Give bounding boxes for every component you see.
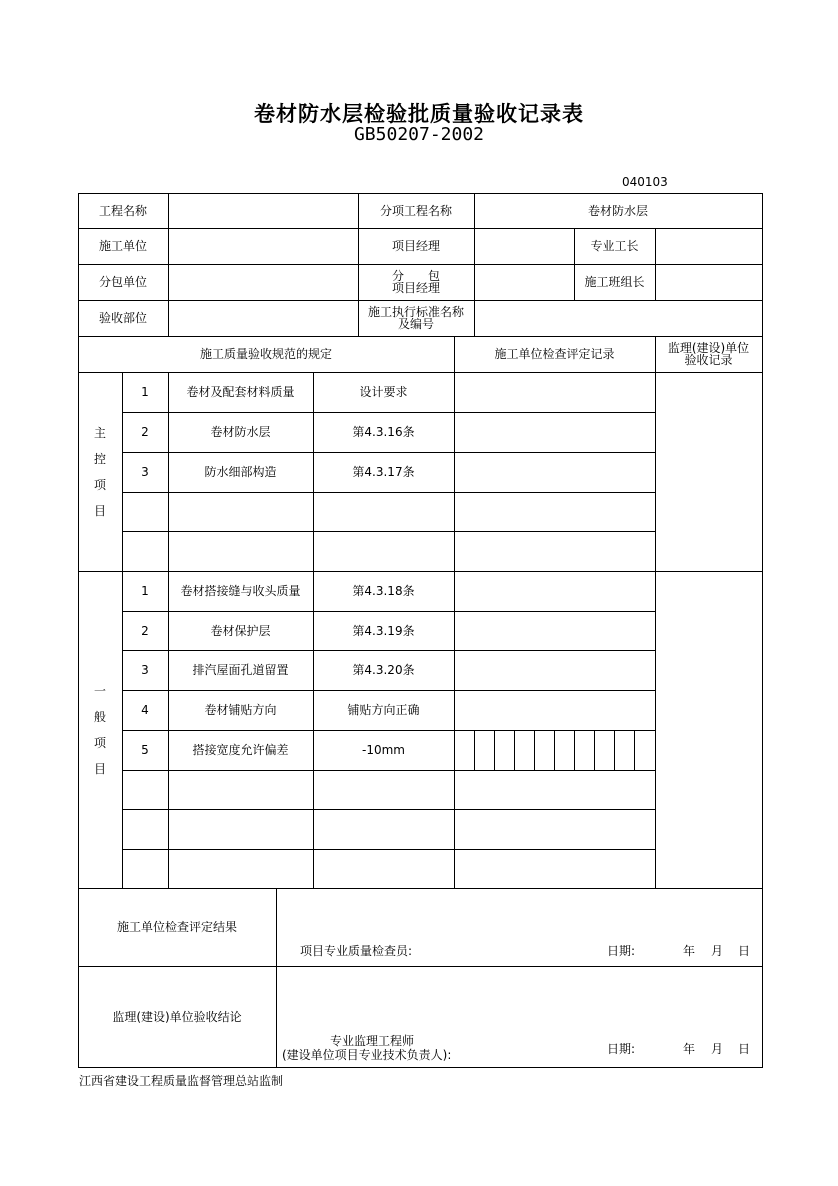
supervision-header — [655, 336, 762, 372]
supervision-header-line1: 监理(建设)单位 — [667, 341, 750, 355]
general-row-requirement: 铺贴方向正确 — [347, 703, 420, 717]
day-label: 日 — [738, 1042, 751, 1056]
standard-code: GB50207-2002 — [353, 124, 485, 145]
project-name-field[interactable] — [168, 193, 358, 228]
general-row-requirement: 第4.3.19条 — [352, 623, 415, 638]
general-row-no: 4 — [141, 703, 149, 717]
main-row-no: 1 — [141, 385, 149, 399]
engineer-label-line2: (建设单位项目专业技术负责人): — [282, 1048, 452, 1062]
general-row-no: 5 — [141, 743, 149, 757]
project-manager-field[interactable] — [474, 228, 574, 264]
main-row-item: 卷材及配套材料质量 — [186, 385, 295, 399]
page-title: 卷材防水层检验批质量验收记录表 — [254, 102, 584, 126]
general-group-char: 般 — [93, 709, 106, 724]
main-items-group-label — [78, 372, 122, 571]
month-label: 月 — [711, 1042, 724, 1056]
project-manager-label: 项目经理 — [391, 239, 440, 253]
date-label: 日期: — [607, 944, 636, 958]
general-supervision-record[interactable] — [655, 571, 762, 888]
main-row-requirement: 第4.3.17条 — [352, 465, 415, 479]
sub-manager-label — [358, 264, 474, 300]
main-row-no: 3 — [141, 465, 149, 479]
general-row-no: 3 — [141, 663, 149, 677]
general-row-item: 排汽屋面孔道留置 — [192, 663, 289, 677]
inspector-label: 项目专业质量检查员: — [300, 944, 413, 958]
engineer-label-line1: 专业监理工程师 — [330, 1034, 415, 1048]
general-row-item: 卷材铺贴方向 — [204, 703, 277, 717]
form-code: 040103 — [622, 175, 668, 189]
construction-result-label: 施工单位检查评定结果 — [116, 920, 237, 934]
main-row-no: 2 — [141, 425, 149, 439]
general-items-group-label — [78, 571, 122, 888]
main-group-char: 项 — [93, 477, 106, 492]
year-label: 年 — [683, 1042, 696, 1056]
main-row-record[interactable] — [454, 452, 655, 492]
general-row-item: 搭接宽度允许偏差 — [192, 743, 289, 757]
date-label: 日期: — [607, 1042, 636, 1056]
year-label: 年 — [683, 944, 696, 958]
main-row-record[interactable] — [454, 372, 655, 412]
general-row-requirement: 第4.3.20条 — [352, 663, 415, 677]
standard-name-field[interactable] — [474, 300, 762, 336]
general-row-no: 1 — [141, 584, 149, 598]
general-row-no: 2 — [141, 623, 149, 638]
sub-manager-label-line1: 分 包 — [391, 269, 440, 283]
sub-project-value[interactable]: 卷材防水层 — [587, 203, 648, 218]
general-group-char: 目 — [93, 761, 106, 776]
foreman-field[interactable] — [655, 228, 762, 264]
check-record-header: 施工单位检查评定记录 — [494, 347, 615, 361]
foreman-label: 专业工长 — [590, 239, 639, 253]
supervision-header-line2: 验收记录 — [684, 353, 733, 367]
acceptance-part-label: 验收部位 — [98, 311, 147, 325]
team-leader-label: 施工班组长 — [584, 275, 645, 289]
main-row-requirement: 第4.3.16条 — [352, 425, 415, 439]
general-row-requirement: -10mm — [362, 743, 405, 757]
main-row-item: 防水细部构造 — [204, 465, 277, 479]
sub-manager-field[interactable] — [474, 264, 574, 300]
main-row-record[interactable] — [454, 412, 655, 452]
team-leader-field[interactable] — [655, 264, 762, 300]
main-group-char: 目 — [93, 503, 106, 518]
general-group-char: 项 — [93, 735, 106, 750]
construction-unit-label: 施工单位 — [98, 239, 147, 253]
project-name-label: 工程名称 — [98, 203, 147, 218]
main-group-char: 控 — [93, 451, 106, 466]
month-label: 月 — [711, 944, 724, 958]
sub-project-label: 分项工程名称 — [379, 203, 452, 218]
main-supervision-record[interactable] — [655, 372, 762, 571]
spec-header: 施工质量验收规范的规定 — [199, 347, 332, 361]
construction-unit-field[interactable] — [168, 228, 358, 264]
main-group-char: 主 — [93, 425, 106, 440]
sub-manager-label-line2: 项目经理 — [391, 281, 440, 295]
day-label: 日 — [738, 944, 751, 958]
main-row-requirement: 设计要求 — [359, 385, 408, 399]
general-row-item: 卷材保护层 — [210, 623, 271, 638]
standard-name-label — [358, 300, 474, 336]
supervision-conclusion-label: 监理(建设)单位验收结论 — [112, 1009, 242, 1024]
standard-name-label-line2: 及编号 — [397, 317, 434, 331]
general-group-char: 一 — [93, 683, 106, 698]
subcontractor-label: 分包单位 — [98, 275, 147, 289]
subcontractor-field[interactable] — [168, 264, 358, 300]
general-row-item: 卷材搭接缝与收头质量 — [180, 584, 301, 598]
main-row-item: 卷材防水层 — [210, 425, 271, 439]
standard-name-label-line1: 施工执行标准名称 — [367, 305, 464, 319]
footer-note: 江西省建设工程质量监督管理总站监制 — [79, 1074, 284, 1088]
general-row-requirement: 第4.3.18条 — [352, 584, 415, 598]
acceptance-part-field[interactable] — [168, 300, 358, 336]
